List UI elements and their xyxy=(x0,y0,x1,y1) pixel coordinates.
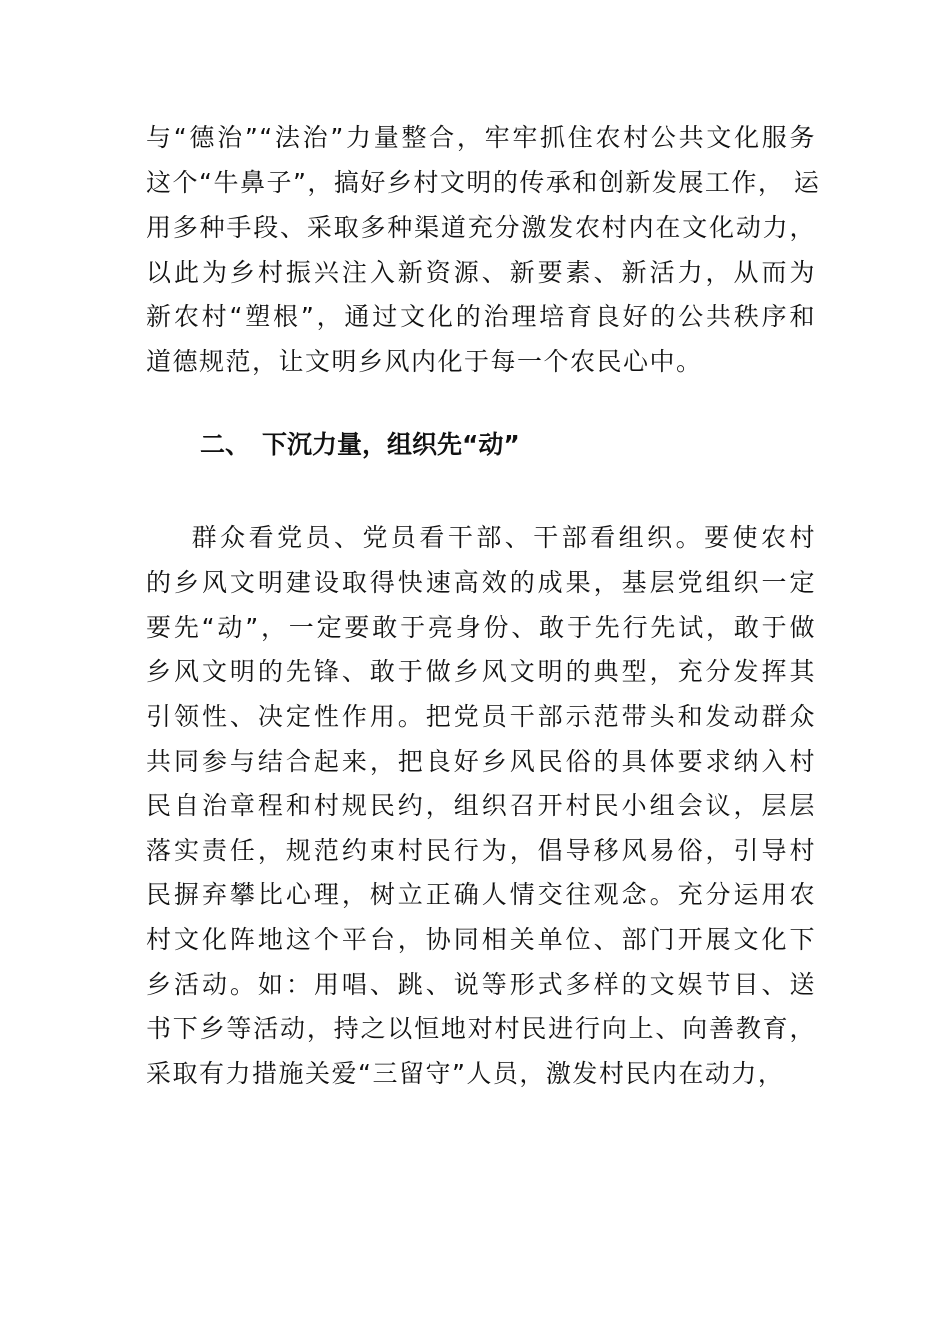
paragraph-2-line-7: 民自治章程和村规民约，组织召开村民小组会议，层层 xyxy=(146,791,816,820)
paragraph-2-line-3: 要先“动”，一定要敢于亮身份、敢于先行先试，敢于做 xyxy=(146,613,816,642)
section-title: 下沉力量，组织先“动” xyxy=(262,430,520,459)
paragraph-2-line-12: 书下乡等活动，持之以恒地对村民进行向上、向善教育， xyxy=(146,1014,816,1043)
paragraph-2-line-2: 的乡风文明建设取得快速高效的成果，基层党组织一定 xyxy=(146,568,816,597)
paragraph-2-line-4: 乡风文明的先锋、敢于做乡风文明的典型，充分发挥其 xyxy=(146,657,816,686)
paragraph-1-line-2: 这个“牛鼻子”，搞好乡村文明的传承和创新发展工作， 运 xyxy=(146,168,821,197)
paragraph-2-line-13: 采取有力措施关爱“三留守”人员，激发村民内在动力， xyxy=(146,1059,785,1088)
paragraph-1-line-4: 以此为乡村振兴注入新资源、新要素、新活力，从而为 xyxy=(146,258,816,287)
paragraph-2-line-1: 群众看党员、党员看干部、干部看组织。要使农村 xyxy=(146,523,816,552)
paragraph-2-line-5: 引领性、决定性作用。把党员干部示范带头和发动群众 xyxy=(146,702,816,731)
section-number: 二、 xyxy=(200,430,251,459)
paragraph-2-line-6: 共同参与结合起来，把良好乡风民俗的具体要求纳入村 xyxy=(146,747,816,776)
paragraph-2-line-11: 乡活动。如：用唱、跳、说等形式多样的文娱节目、送 xyxy=(146,970,816,999)
paragraph-1-line-6: 道德规范，让文明乡风内化于每一个农民心中。 xyxy=(146,347,703,376)
section-heading xyxy=(200,430,520,460)
paragraph-2-line-10: 村文化阵地这个平台，协同相关单位、部门开展文化下 xyxy=(146,925,816,954)
paragraph-2-line-8: 落实责任，规范约束村民行为，倡导移风易俗，引导村 xyxy=(146,836,816,865)
paragraph-2-line-9: 民摒弃攀比心理，树立正确人情交往观念。充分运用农 xyxy=(146,880,816,909)
paragraph-1-line-3: 用多种手段、采取多种渠道充分激发农村内在文化动力， xyxy=(146,213,816,242)
paragraph-1-line-5: 新农村“塑根”，通过文化的治理培育良好的公共秩序和 xyxy=(146,302,816,331)
paragraph-1-line-1: 与“德治”“法治”力量整合，牢牢抓住农村公共文化服务 xyxy=(146,123,816,152)
